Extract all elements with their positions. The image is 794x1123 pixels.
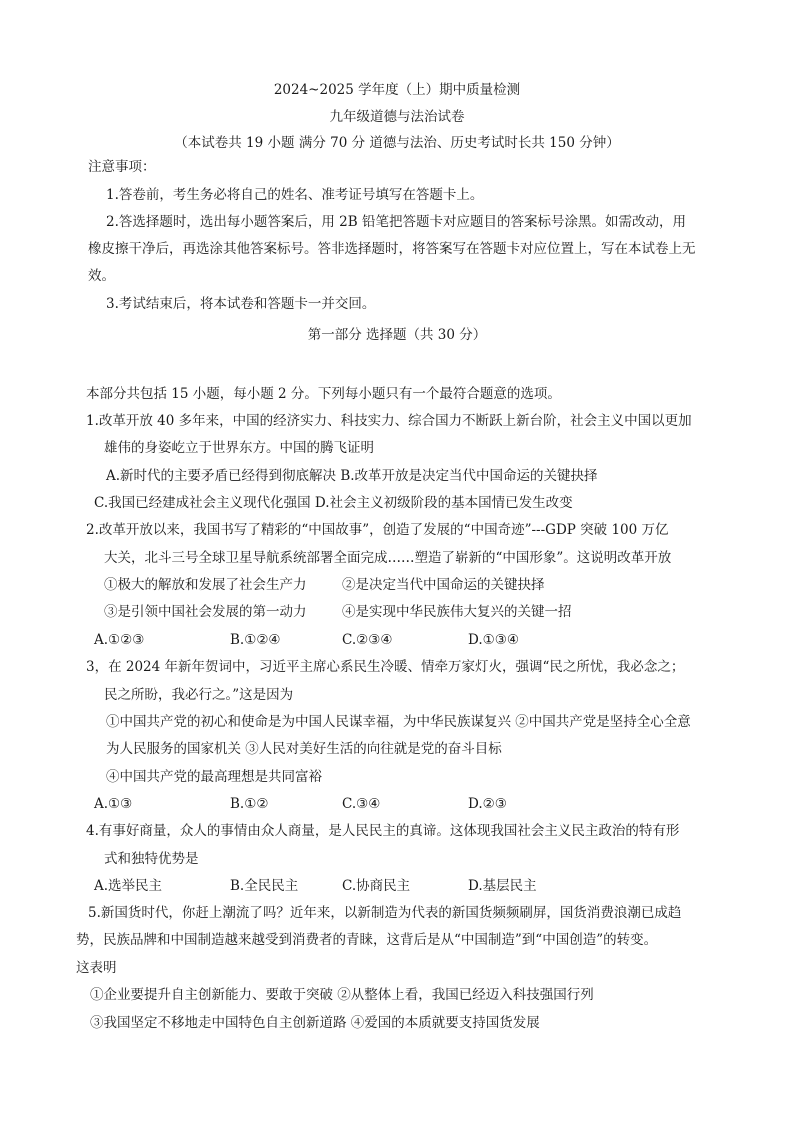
question-2-statement-2: ②是决定当代中国命运的关键抉择 [342,577,545,593]
notice-item-2-line-3: 效。 [88,268,115,284]
question-3-statement-line-3: ④中国共产党的最高理想是共同富裕 [106,769,322,785]
question-3-option-d: D.②③ [468,796,507,812]
question-3-option-b: B.①② [230,796,269,812]
question-3-statement-line-1: ①中国共产党的初心和使命是为中国人民谋幸福，为中华民族谋复兴 ②中国共产党是坚持全心全意 [106,714,691,730]
notice-item-3: 3.考试结束后，将本试卷和答题卡一并交回。 [106,296,376,312]
question-3-option-a: A.①③ [94,796,133,812]
question-2-option-c: C.②③④ [342,632,393,648]
question-2-option-b: B.①②④ [230,632,281,648]
part1-heading: 第一部分 选择题（共 30 分） [307,327,487,343]
question-5-line-1: 5.新国货时代，你赶上潮流了吗？近年来，以新制造为代表的新国货频频刷屏，国货消费浪潮已成趋 [88,905,682,921]
question-2-line-1: 2.改革开放以来，我国书写了精彩的“中国故事”，创造了发展的“中国奇迹”---GDP 突破 100 万亿 [86,522,669,538]
question-5-line-2: 势，民族品牌和中国制造越来越受到消费者的青睐，这背后是从“中国制造”到“中国创造”的转变。 [76,932,658,948]
question-2-statement-3: ③是引领中国社会发展的第一动力 [104,604,307,620]
notice-item-2-line-1: 2.答选择题时，选出每小题答案后，用 2B 铅笔把答题卡对应题目的答案标号涂黑。如需改动，用 [106,214,686,230]
notice-item-2-line-2: 橡皮擦干净后，再选涂其他答案标号。答非选择题时，将答案写在答题卡对应位置上，写在本试卷上无 [88,241,696,257]
question-2-line-2: 大关，北斗三号全球卫星导航系统部署全面完成……塑造了崭新的“中国形象”。这说明改革开放 [104,550,672,566]
question-2-option-a: A.①②③ [94,632,145,648]
question-3-statement-line-2: 为人民服务的国家机关 ③人民对美好生活的向往就是党的奋斗目标 [106,741,502,757]
exam-info: （本试卷共 19 小题 满分 70 分 道德与法治、历史考试时长共 150 分钟） [174,135,620,151]
question-3-option-c: C.③④ [342,796,381,812]
question-1-options-cd: C.我国已经建成社会主义现代化强国 D.社会主义初级阶段的基本国情已发生改变 [94,495,573,511]
question-5-statement-line-2: ③我国坚定不移地走中国特色自主创新道路 ④爱国的本质就要支持国货发展 [90,1015,540,1031]
question-4-option-a: A.选举民主 [94,878,163,894]
question-4-line-2: 式和独特优势是 [104,851,199,867]
notice-item-1: 1.答卷前，考生务必将自己的姓名、准考证号填写在答题卡上。 [106,187,484,203]
question-1-options-ab: A.新时代的主要矛盾已经得到彻底解决 B.改革开放是决定当代中国命运的关键抉择 [106,468,598,484]
notice-heading: 注意事项： [88,159,156,175]
question-2-statement-4: ④是实现中华民族伟大复兴的关键一招 [342,604,572,620]
question-3-line-1: 3，在 2024 年新年贺词中，习近平主席心系民生冷暖、情牵万家灯火，强调“民之所忧，我必念之； [86,659,685,675]
question-1-line-1: 1.改革开放 40 多年来，中国的经济实力、科技实力、综合国力不断跃上新台阶，社会主义中国以更加 [86,413,692,429]
question-4-option-d: D.基层民主 [468,878,537,894]
exam-subtitle: 九年级道德与法治试卷 [329,109,465,125]
question-3-line-2: 民之所盼，我必行之。”这是因为 [104,687,294,703]
question-2-statement-1: ①极大的解放和发展了社会生产力 [104,577,307,593]
question-4-option-b: B.全民民主 [230,878,299,894]
question-4-option-c: C.协商民主 [342,878,411,894]
question-2-option-d: D.①③④ [468,632,519,648]
question-5-line-3: 这表明 [76,960,117,976]
exam-title: 2024~2025 学年度（上）期中质量检测 [273,82,521,98]
question-5-statement-line-1: ①企业要提升自主创新能力、要敢于突破 ②从整体上看，我国已经迈入科技强国行列 [90,987,594,1003]
question-4-line-1: 4.有事好商量，众人的事情由众人商量，是人民民主的真谛。这体现我国社会主义民主政治的特有形 [86,823,680,839]
part1-intro: 本部分共包括 15 小题，每小题 2 分。下列每小题只有一个最符合题意的选项。 [86,386,561,402]
question-1-line-2: 雄伟的身姿屹立于世界东方。中国的腾飞证明 [104,440,374,456]
